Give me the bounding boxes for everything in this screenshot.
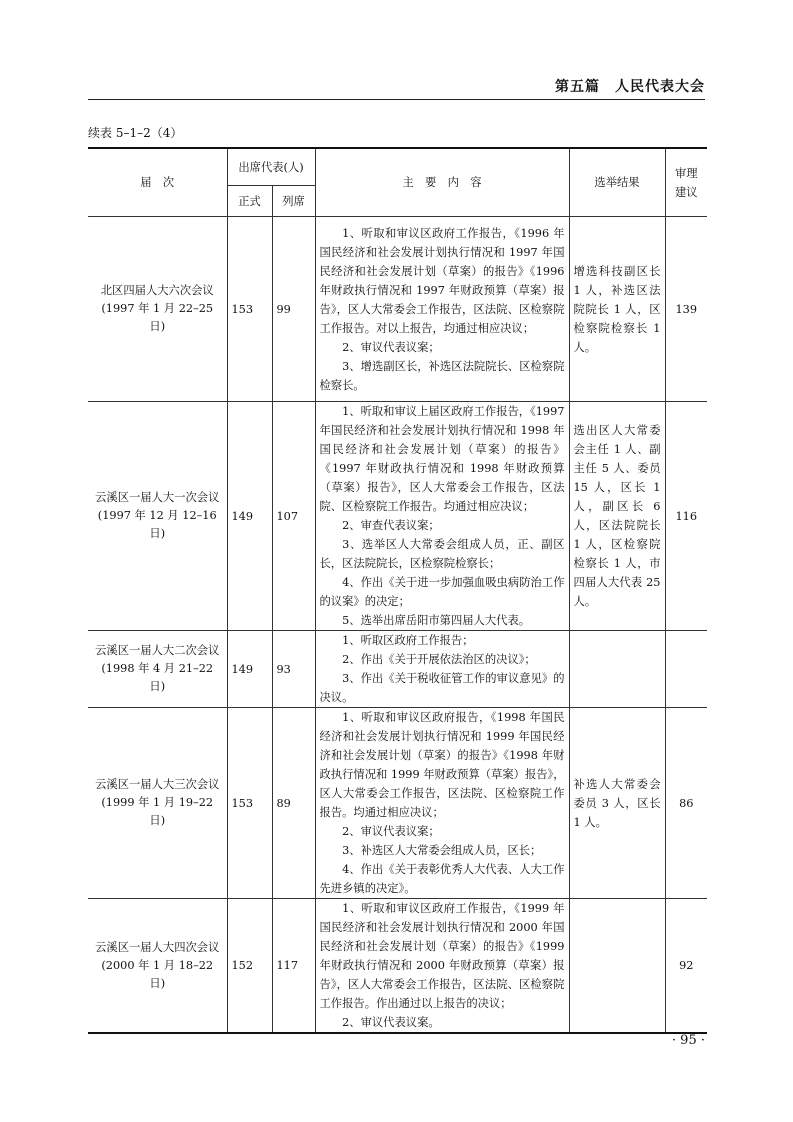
session-cell xyxy=(88,217,227,402)
content-item: 1、听取和审议区政府报告，《1998 年国民经济和社会发展计划执行情况和 1999 年国民经济和社会发展计划（草案）的报告》《1998 年财政执行情况和 1999 年财政预算（草案）报告》，区人大常委会工作报告，区法院、区检察院工作报告。均通过相应决议； xyxy=(319,711,565,819)
table-row xyxy=(88,708,707,899)
content-item: 2、作出《关于开展依法治区的决议》； xyxy=(342,653,536,666)
election-result xyxy=(569,899,665,1034)
formal-count: 149 xyxy=(227,402,272,631)
formal-count: 152 xyxy=(227,899,272,1034)
election-result: 选出区人大常委会主任 1 人、副主任 5 人、委员 15 人，区长 1 人，副区长 6 人，区法院院长 1 人，区检察院检察长 1 人，市四届人大代表 25 人。 xyxy=(569,402,665,631)
session-cell xyxy=(88,899,227,1034)
content-item: 2、审议代表议案； xyxy=(342,340,440,354)
session-date: (1998 年 4 月 21–22 日) xyxy=(101,662,214,693)
running-head: 第五篇 人民代表大会 xyxy=(555,79,705,95)
formal-count: 153 xyxy=(227,708,272,899)
table-row xyxy=(88,631,707,708)
content-item: 1、听取和审议区政府工作报告，《1996 年国民经济和社会发展计划执行情况和 1997 年国民经济和社会发展计划（草案）的报告》《1996 年财政执行情况和 1997 年财政预算（草案）报告》，区人大常委会工作报告，区法院、区检察院工作报告。对以上报告，均通过相应决议； xyxy=(319,226,565,335)
content-cell xyxy=(315,402,569,631)
header-rule xyxy=(88,99,705,100)
table-row xyxy=(88,899,707,1034)
sessions-table xyxy=(88,147,707,1034)
observer-count: 117 xyxy=(272,899,315,1034)
election-result: 补选人大常委会委员 3 人，区长 1 人。 xyxy=(569,708,665,899)
observer-count: 99 xyxy=(272,217,315,402)
review-count: 116 xyxy=(665,402,707,631)
page-number: · 95 · xyxy=(671,1033,705,1048)
session-name: 云溪区一届人大三次会议 xyxy=(95,778,220,791)
content-item: 2、审查代表议案； xyxy=(342,519,440,532)
content-item: 1、听取区政府工作报告； xyxy=(342,634,474,647)
observer-count: 107 xyxy=(272,402,315,631)
column-header-election: 选举结果 xyxy=(569,148,665,217)
session-name: 云溪区一届人大四次会议 xyxy=(95,940,220,954)
content-cell xyxy=(315,217,569,402)
column-header-formal: 正式 xyxy=(227,186,272,217)
column-header-observer: 列席 xyxy=(272,186,315,217)
content-item: 2、审议代表议案。 xyxy=(342,1016,440,1029)
content-cell xyxy=(315,899,569,1034)
content-item: 5、选举出席岳阳市第四届人大代表。 xyxy=(342,614,531,627)
content-item: 3、作出《关于税收征管工作的审议意见》的决议。 xyxy=(319,672,565,704)
formal-count: 149 xyxy=(227,631,272,708)
session-cell xyxy=(88,402,227,631)
election-result: 增选科技副区长 1 人，补选区法院院长 1 人，区检察院检察长 1 人。 xyxy=(569,217,665,402)
session-date: (1997 年 1 月 22–25 日) xyxy=(101,302,214,333)
column-header-content: 主 要 内 容 xyxy=(315,148,569,217)
column-header-review: 审理建议 xyxy=(665,148,707,217)
review-count: 92 xyxy=(665,899,707,1034)
content-cell xyxy=(315,631,569,708)
observer-count: 93 xyxy=(272,631,315,708)
session-name: 云溪区一届人大二次会议 xyxy=(95,644,220,657)
column-header-session: 届 次 xyxy=(88,148,227,217)
review-count xyxy=(665,631,707,708)
content-item: 3、补选区人大常委会组成人员，区长； xyxy=(342,844,542,857)
observer-count: 89 xyxy=(272,708,315,899)
formal-count: 153 xyxy=(227,217,272,402)
table-row xyxy=(88,217,707,402)
session-date: (1997 年 12 月 12–16 日) xyxy=(97,509,217,540)
session-name: 北区四届人大六次会议 xyxy=(100,284,214,297)
session-date: (2000 年 1 月 18–22 日) xyxy=(101,958,214,990)
content-item: 4、作出《关于进一步加强血吸虫病防治工作的议案》的决定； xyxy=(319,576,565,608)
content-item: 2、审议代表议案； xyxy=(342,825,440,838)
table-row xyxy=(88,402,707,631)
content-item: 3、选举区人大常委会组成人员，正、副区长，区法院院长，区检察院检察长； xyxy=(319,538,565,570)
content-item: 1、听取和审议上届区政府工作报告，《1997 年国民经济和社会发展计划执行情况和 1998 年国民经济和社会发展计划（草案）的报告》《1997 年财政执行情况和 1998 年财政预算（草案）报告》，区人大常委会工作报告，区法院、区检察院工作报告。均通过相应决议； xyxy=(319,405,565,513)
session-name: 云溪区一届人大一次会议 xyxy=(95,491,220,504)
session-cell xyxy=(88,631,227,708)
content-item: 1、听取和审议区政府工作报告，《1999 年国民经济和社会发展计划执行情况和 2000 年国民经济和社会发展计划（草案）的报告》《1999 年财政执行情况和 2000 年财政预算（草案）报告》，区人大常委会工作报告，区法院、区检察院工作报告。作出通过以上报告的决议； xyxy=(319,902,565,1010)
session-date: (1999 年 1 月 19–22 日) xyxy=(101,796,214,827)
review-count: 139 xyxy=(665,217,707,402)
session-cell xyxy=(88,708,227,899)
election-result xyxy=(569,631,665,708)
content-item: 4、作出《关于表彰优秀人大代表、人大工作先进乡镇的决定》。 xyxy=(319,863,565,895)
content-item: 3、增选副区长，补选区法院院长、区检察院检察长。 xyxy=(319,359,565,392)
review-count: 86 xyxy=(665,708,707,899)
table-caption: 续表 5–1–2（4） xyxy=(88,126,183,140)
content-cell xyxy=(315,708,569,899)
column-header-attendance: 出席代表(人) xyxy=(227,148,315,186)
